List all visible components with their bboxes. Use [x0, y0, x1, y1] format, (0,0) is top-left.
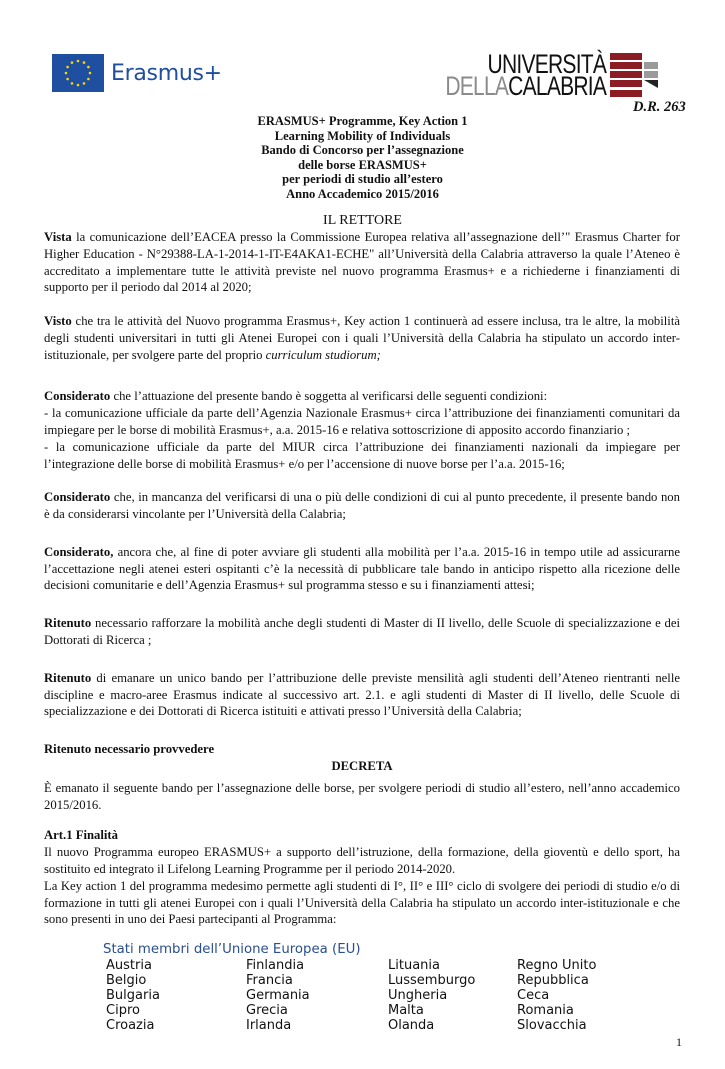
- paragraph-text: che, in mancanza del verificarsi di una o più delle condizioni di cui al punto precedente, il presente bando non è da considerarsi vincolante per l’Università della Calabria;: [44, 490, 680, 521]
- paragraph-text: la comunicazione dell’EACEA presso la Commissione Europea relativa all’assegnazione dell’" Erasmus Charter for Higher Education - N°29388-LA-1-2014-1-IT-E4AKA1-ECHE" all’Università della Calabria attraverso la quale l’Ateneo è accreditato a implementare tutte le attività previste nel nuovo programma Erasmus+ e a richiederne i finanziamenti di supporto per il periodo dal 2014 al 2020;: [44, 230, 680, 295]
- paragraph-text: ancora che, al fine di poter avviare gli studenti alla mobilità per l’a.a. 2015-16 in tempo utile ad assicurarne l’accettazione negli atenei esteri ospitanti c’è la necessità di pubblicare tale bando in anticipo rispetto alla ricezione delle decisioni comunitarie e dell’Agenzia Erasmus+ sul programma stesso e su i finanziamenti attesi;: [44, 544, 680, 593]
- italic-text: curriculum studiorum;: [265, 347, 381, 362]
- lead-word: Vista: [44, 230, 72, 244]
- paragraph-considerato-2: [44, 489, 680, 523]
- art1-title: [44, 827, 680, 844]
- country: Romania: [517, 1003, 574, 1019]
- paragraph-text: che tra le attività del Nuovo programma Erasmus+, Key action 1 continuerà ad essere inclusa, tra le altre, la mobilità degli studenti universitari in tutti gli Atenei Europei con i quali l’Università della Calabria ha stipulato un accordo inter-istituzionale, per svolgere parte del proprio: [44, 313, 680, 362]
- paragraph-visto: [44, 313, 680, 363]
- country: Bulgaria: [106, 988, 160, 1004]
- document-body: [44, 229, 680, 928]
- title-line: delle borse ERASMUS+: [298, 157, 427, 172]
- countries-grid: [106, 958, 725, 1033]
- title-line: per periodi di studio all’estero: [282, 172, 443, 186]
- eu-member-states-list: [103, 942, 725, 1034]
- lead-word: Considerato: [44, 389, 111, 404]
- paragraph-text: che l’attuazione del presente bando è soggetta al verificarsi delle seguenti condizioni:: [110, 389, 548, 404]
- condition-item: - la comunicazione ufficiale da parte dell’Agenzia Nazionale Erasmus+ circa l’attribuzione dei finanziamenti comunitari da impiegare per le borse di mobilità Erasmus+, a.a. 2015-16 e relativa sottoscrizione di apposito accordo finanziario ;: [44, 406, 680, 437]
- lead-word: Considerato: [44, 490, 111, 505]
- paragraph-ritenuto-3: [44, 741, 680, 758]
- condition-item: - la comunicazione ufficiale da parte del MIUR circa l’attribuzione dei finanziamenti nazionali da impiegare per l’integrazione delle borse di mobilità Erasmus+ e/o per l’accensione di nuove borse per l’a.a. 2015-16;: [44, 439, 680, 471]
- heading-il-rettore: IL RETTORE: [323, 213, 402, 228]
- country: Grecia: [246, 1003, 288, 1019]
- country: Finlandia: [246, 958, 305, 974]
- unical-logo-calabria: CALABRIA: [508, 71, 607, 101]
- country: Lituania: [388, 958, 440, 974]
- title-line: Bando di Concorso per l’assegnazione: [261, 143, 464, 157]
- lead-word: Ritenuto: [44, 616, 92, 631]
- country: Ceca: [517, 988, 550, 1004]
- erasmus-logo-text: Erasmus+: [111, 60, 222, 86]
- unical-logo-della: DELLA: [445, 71, 509, 101]
- unical-logo-line1: UNIVERSITÀ: [487, 49, 607, 79]
- decree-number: D.R. 263: [633, 99, 686, 115]
- paragraph-considerato-1: [44, 388, 680, 472]
- country: Irlanda: [246, 1018, 292, 1034]
- country: Lussemburgo: [388, 973, 476, 989]
- art1-heading: Art.1 Finalità: [44, 828, 119, 843]
- page-number: 1: [676, 1035, 682, 1050]
- paragraph-ritenuto-1: [44, 615, 680, 649]
- art1-paragraph-1: Il nuovo Programma europeo ERASMUS+ a supporto dell’istruzione, della formazione, della gioventù e dello sport, ha sostituito ed integrato il Lifelong Learning Programme per il periodo 2014-2020.: [44, 845, 680, 876]
- country: Croazia: [106, 1018, 155, 1034]
- title-line: Anno Accademico 2015/2016: [286, 186, 439, 201]
- paragraph-text: necessario rafforzare la mobilità anche degli studenti di Master di II livello, delle Scuole di specializzazione e dei Dottorati di Ricerca ;: [44, 616, 680, 647]
- country: Belgio: [106, 973, 147, 989]
- lead-word: Ritenuto: [44, 670, 92, 685]
- country: Germania: [246, 988, 310, 1004]
- lead-word: Visto: [44, 313, 72, 328]
- eu-member-states-heading: Stati membri dell’Unione Europea (EU): [103, 942, 361, 958]
- country: Repubblica: [517, 973, 589, 989]
- country: Slovacchia: [517, 1018, 587, 1034]
- paragraph-ritenuto-2: [44, 670, 680, 720]
- heading-decreta: DECRETA: [331, 758, 393, 773]
- country: Malta: [388, 1003, 424, 1019]
- country: Olanda: [388, 1018, 435, 1034]
- lead-word: Ritenuto necessario provvedere: [44, 742, 215, 757]
- title-line: Learning Mobility of Individuals: [274, 128, 451, 143]
- paragraph-emanato: È emanato il seguente bando per l’assegnazione delle borse, per svolgere periodi di studio all’estero, nell’anno accademico 2015/2016.: [44, 780, 680, 812]
- paragraph-text: di emanare un unico bando per l’attribuzione delle previste mensilità agli studenti dell’Ateneo rientranti nelle discipline e macro-aree Erasmus indicate al successivo art. 2.1. e agli studenti di Master di II livello, delle Scuole di specializzazione e dei Dottorati di Ricerca istituiti e attivati presso l’Università della Calabria;: [44, 670, 680, 719]
- paragraph-vista: [44, 229, 680, 296]
- country: Cipro: [106, 1003, 140, 1019]
- art1-paragraph-2: La Key action 1 del programma medesimo permette agli studenti di I°, II° e III° ciclo di svolgere dei periodi di studio e/o di formazione in tutti gli atenei Europei con i quali l’Università della Calabria ha stipulato un accordo inter-istituzionale e che sono presenti in uno dei Paesi partecipanti al Programma:: [44, 878, 680, 927]
- country: Austria: [106, 958, 152, 974]
- lead-word: Considerato,: [44, 544, 114, 559]
- title-line: ERASMUS+ Programme, Key Action 1: [257, 114, 468, 128]
- country: Regno Unito: [517, 958, 597, 974]
- country: Francia: [246, 973, 293, 989]
- country: Ungheria: [388, 988, 448, 1004]
- paragraph-considerato-3: [44, 544, 680, 594]
